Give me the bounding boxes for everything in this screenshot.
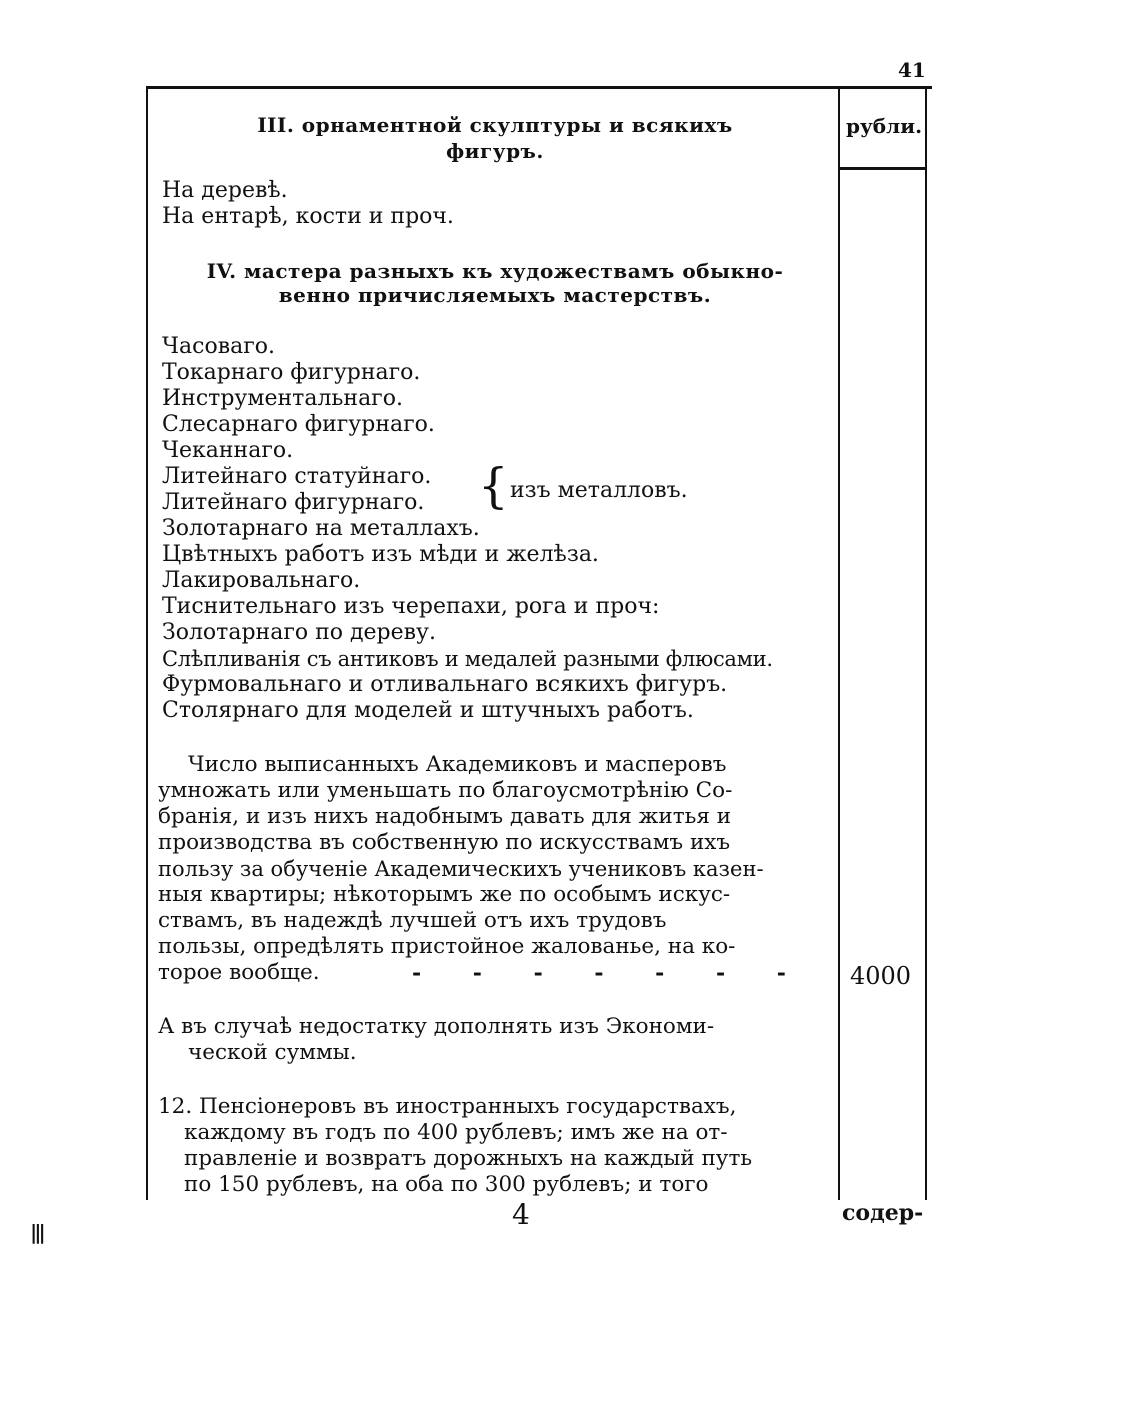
paragraph1-line: бранія, и изъ нихъ надобнымъ давать для житья и [158,804,732,829]
margin-mark: ||| [30,1220,43,1244]
signature-mark: 4 [512,1198,530,1231]
section4-item: Слѣпливанія съ антиковъ и медалей разными флюсами. [162,647,773,671]
section4-item: Литейнаго статуйнаго. [162,464,432,489]
section4-item: Слесарнаго фигурнаго. [162,412,435,437]
section4-item: Тиснительнаго изъ черепахи, рога и проч: [162,594,660,619]
catchword: содер- [842,1200,924,1226]
section4-item: Лакировальнаго. [162,568,361,593]
column-divider [838,88,840,1200]
paragraph1-line: производства въ собственную по искусствамъ ихъ [158,830,731,855]
left-rule [146,88,148,1200]
section4-heading-line2: венно причисляемыхъ мастерствъ. [278,283,712,307]
section3-heading-line2: фигуръ. [446,139,544,163]
section4-item: Цвѣтныхъ работъ изъ мѣди и желѣза. [162,542,599,567]
section4-item: Столярнаго для моделей и штучныхъ работъ. [162,698,694,723]
section4-item: Часоваго. [162,334,275,359]
paragraph1-line: пользу за обученіе Академическихъ учениковъ казен- [158,857,764,881]
page-number: 41 [898,58,926,82]
section4-item: Золотарнаго на металлахъ. [162,516,480,541]
section4-item: Чеканнаго. [162,438,294,463]
column-header: рубли. [846,114,923,138]
amount-value: 4000 [850,962,912,990]
top-rule [146,86,932,89]
curly-brace-icon: { [478,458,509,514]
section4-item: Золотарнаго по дереву. [162,620,436,645]
right-rule [925,88,927,1200]
paragraph2-line: ческой суммы. [188,1040,357,1065]
section4-item: Фурмовальнаго и отливальнаго всякихъ фигуръ. [162,672,728,697]
column-header-rule [840,167,927,170]
paragraph3-line: каждому въ годъ по 400 рублевъ; имъ же на от- [184,1120,728,1145]
paragraph1-line: умножать или уменьшать по благоусмотрѣнію Со- [158,778,733,803]
section3-item: На деревѣ. [162,178,288,203]
paragraph3-line: 12. Пенсіонеровъ въ иностранныхъ государствахъ, [158,1094,737,1119]
dot-leader: - - - - - - - [412,960,786,986]
paragraph1-line: ныя квартиры; нѣкоторымъ же по особымъ искус- [158,882,731,907]
brace-label: изъ металловъ. [510,478,688,503]
paragraph1-line: Число выписанныхъ Академиковъ и масперовъ [188,752,727,777]
section4-item: Токарнаго фигурнаго. [162,360,421,385]
section4-item: Литейнаго фигурнаго. [162,490,425,515]
paragraph3-line: по 150 рублевъ, на оба по 300 рублевъ; и того [184,1172,709,1197]
paragraph3-line: правленіе и возвратъ дорожныхъ на каждый путь [184,1146,753,1171]
paragraph1-line: пользы, опредѣлять пристойное жалованье, на ко- [158,934,736,959]
section4-heading-line1: IV. мастера разныхъ къ художествамъ обыкно- [206,259,784,283]
section3-item: На ентарѣ, кости и проч. [162,204,454,229]
section4-item: Инструментальнаго. [162,386,403,411]
paragraph1-line: торое вообще. [158,960,320,985]
paragraph2-line: А въ случаѣ недостатку дополнять изъ Экономи- [158,1014,715,1039]
section3-heading-line1: III. орнаментной скулптуры и всякихъ [257,113,733,137]
paragraph1-line: ствамъ, въ надеждѣ лучшей отъ ихъ трудовъ [158,908,667,933]
